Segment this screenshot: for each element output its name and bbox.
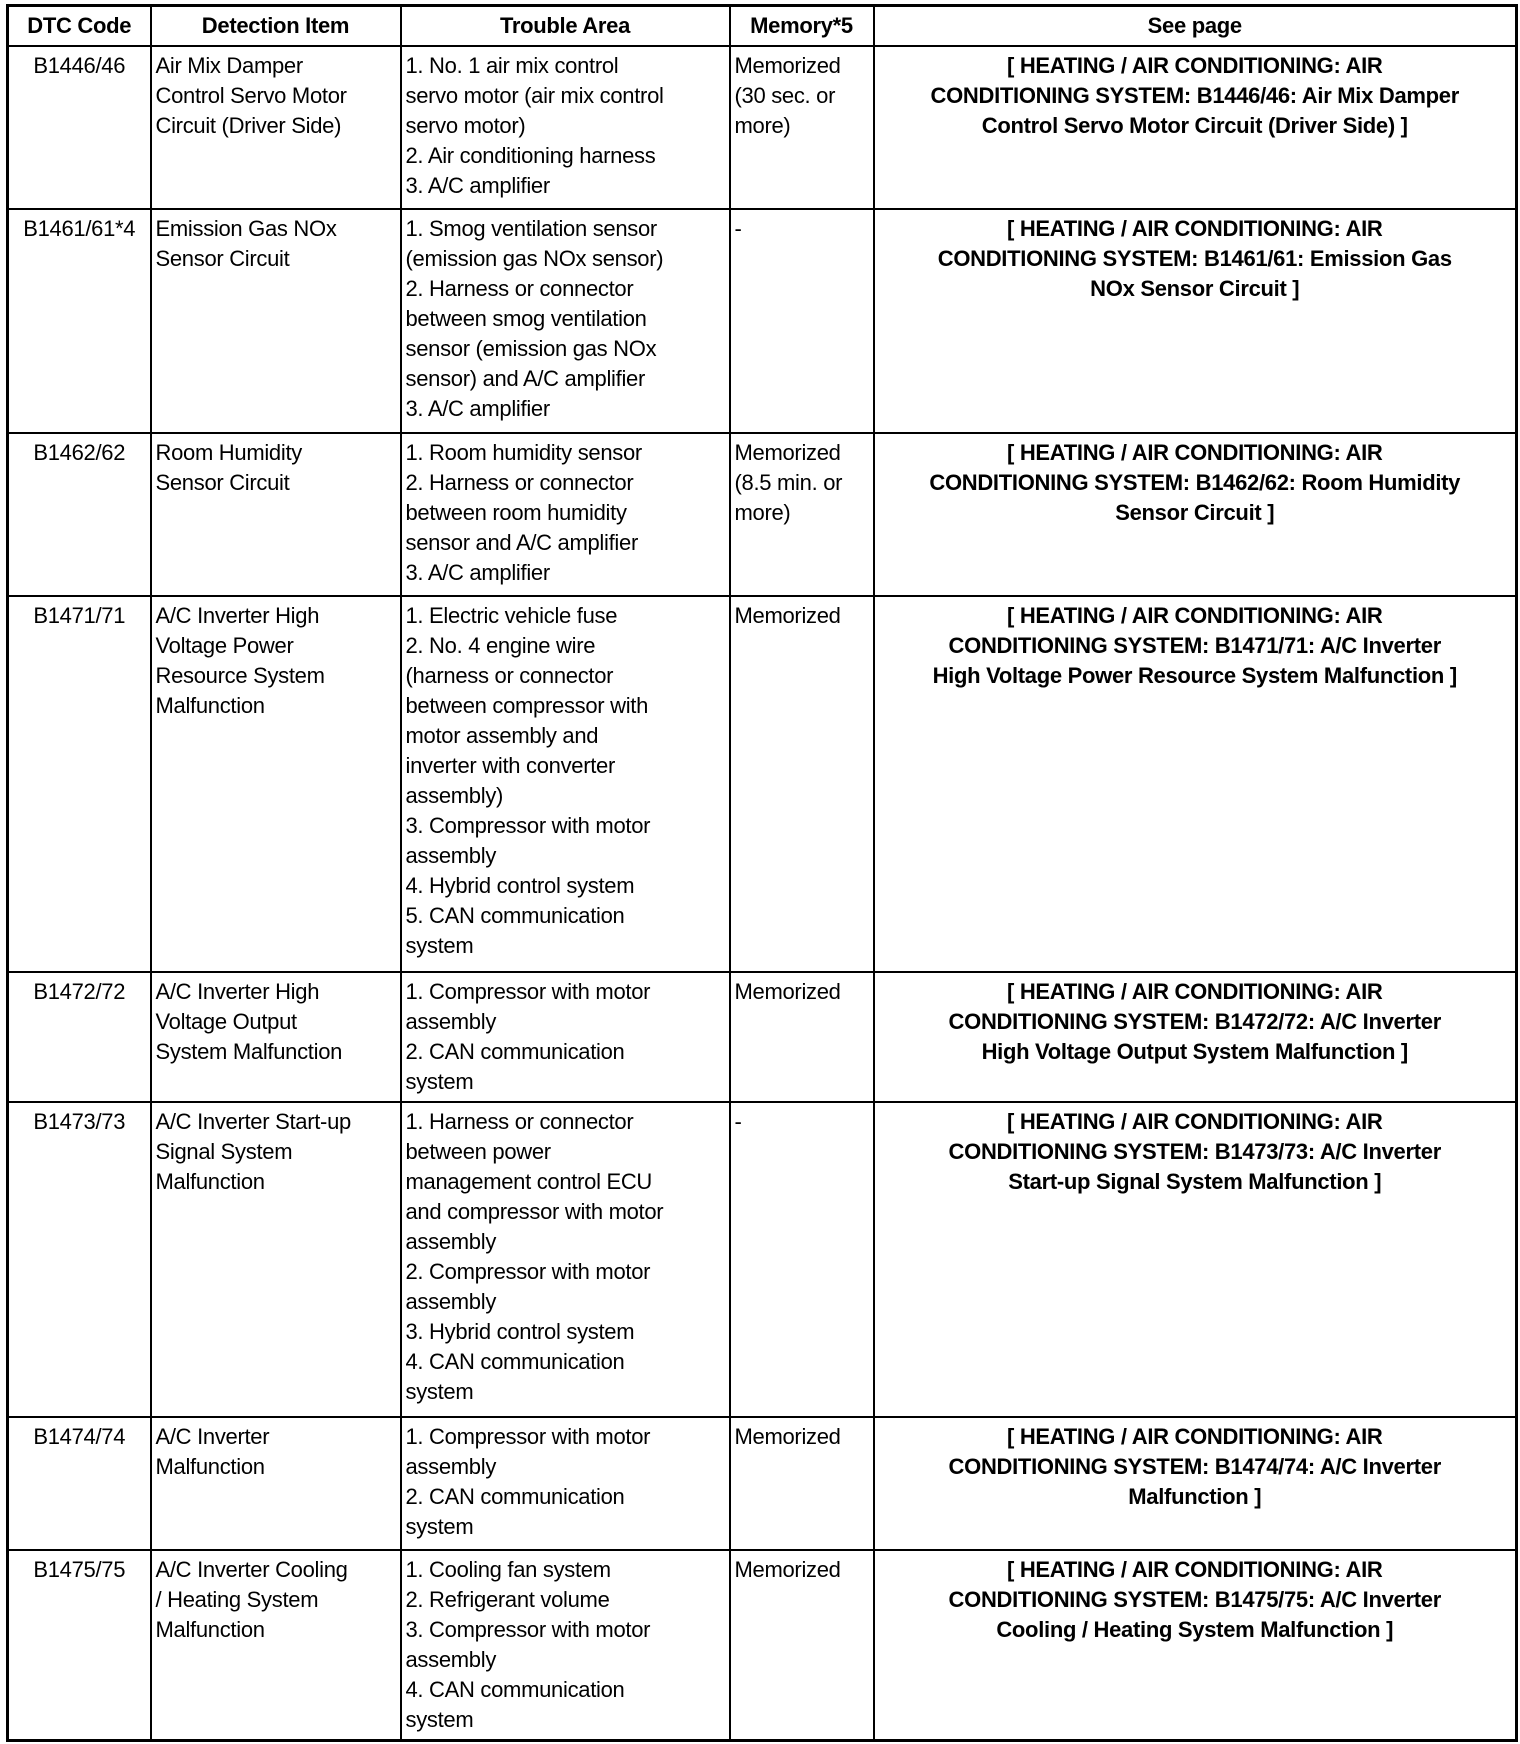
memory-cell: Memorized (8.5 min. or more) [730,433,874,596]
trouble-area-cell: 1. Cooling fan system 2. Refrigerant volume 3. Compressor with motor assembly 4. CAN communication system [401,1550,730,1740]
detection-item-cell: Room Humidity Sensor Circuit [151,433,401,596]
header-detection-item: Detection Item [151,6,401,47]
detection-item-cell: A/C Inverter Malfunction [151,1417,401,1550]
trouble-area-cell: 1. Harness or connector between power management control ECU and compressor with motor assembly 2. Compressor with motor assembly 3. Hybrid control system 4. CAN communication system [401,1102,730,1417]
table-row [8,209,1517,433]
dtc-code-cell: B1472/72 [8,972,151,1102]
table-row [8,46,1517,209]
table-row [8,433,1517,596]
trouble-area-cell: 1. Smog ventilation sensor (emission gas NOx sensor) 2. Harness or connector between smog ventilation sensor (emission gas NOx sensor) and A/C amplifier 3. A/C amplifier [401,209,730,433]
table-row [8,596,1517,972]
dtc-table [6,4,1518,1742]
dtc-code-cell: B1471/71 [8,596,151,972]
table-row [8,1550,1517,1740]
trouble-area-cell: 1. Compressor with motor assembly 2. CAN communication system [401,972,730,1102]
header-memory: Memory*5 [730,6,874,47]
trouble-area-cell: 1. Room humidity sensor 2. Harness or connector between room humidity sensor and A/C amplifier 3. A/C amplifier [401,433,730,596]
detection-item-cell: Air Mix Damper Control Servo Motor Circuit (Driver Side) [151,46,401,209]
see-page-link[interactable]: [ HEATING / AIR CONDITIONING: AIR CONDITIONING SYSTEM: B1474/74: A/C Inverter Malfunction ] [874,1417,1517,1550]
memory-cell: Memorized [730,596,874,972]
table-row [8,972,1517,1102]
detection-item-cell: A/C Inverter Cooling / Heating System Malfunction [151,1550,401,1740]
dtc-code-cell: B1475/75 [8,1550,151,1740]
dtc-code-cell: B1462/62 [8,433,151,596]
dtc-code-cell: B1461/61*4 [8,209,151,433]
memory-cell: Memorized (30 sec. or more) [730,46,874,209]
detection-item-cell: A/C Inverter High Voltage Power Resource System Malfunction [151,596,401,972]
memory-cell: - [730,1102,874,1417]
header-trouble-area: Trouble Area [401,6,730,47]
trouble-area-cell: 1. Electric vehicle fuse 2. No. 4 engine wire (harness or connector between compressor with motor assembly and inverter with converter assembly) 3. Compressor with motor assembly 4. Hybrid control system 5. CAN communication system [401,596,730,972]
see-page-link[interactable]: [ HEATING / AIR CONDITIONING: AIR CONDITIONING SYSTEM: B1446/46: Air Mix Damper Control Servo Motor Circuit (Driver Side) ] [874,46,1517,209]
dtc-code-cell: B1446/46 [8,46,151,209]
see-page-link[interactable]: [ HEATING / AIR CONDITIONING: AIR CONDITIONING SYSTEM: B1462/62: Room Humidity Sensor Circuit ] [874,433,1517,596]
header-see-page: See page [874,6,1517,47]
detection-item-cell: A/C Inverter Start-up Signal System Malfunction [151,1102,401,1417]
memory-cell: - [730,209,874,433]
see-page-link[interactable]: [ HEATING / AIR CONDITIONING: AIR CONDITIONING SYSTEM: B1475/75: A/C Inverter Cooling / Heating System Malfunction ] [874,1550,1517,1740]
memory-cell: Memorized [730,1550,874,1740]
see-page-link[interactable]: [ HEATING / AIR CONDITIONING: AIR CONDITIONING SYSTEM: B1473/73: A/C Inverter Start-up Signal System Malfunction ] [874,1102,1517,1417]
dtc-code-cell: B1474/74 [8,1417,151,1550]
memory-cell: Memorized [730,1417,874,1550]
header-dtc-code: DTC Code [8,6,151,47]
see-page-link[interactable]: [ HEATING / AIR CONDITIONING: AIR CONDITIONING SYSTEM: B1471/71: A/C Inverter High Voltage Power Resource System Malfunction ] [874,596,1517,972]
table-row [8,1102,1517,1417]
see-page-link[interactable]: [ HEATING / AIR CONDITIONING: AIR CONDITIONING SYSTEM: B1461/61: Emission Gas NOx Sensor Circuit ] [874,209,1517,433]
detection-item-cell: Emission Gas NOx Sensor Circuit [151,209,401,433]
table-row [8,1417,1517,1550]
dtc-code-cell: B1473/73 [8,1102,151,1417]
see-page-link[interactable]: [ HEATING / AIR CONDITIONING: AIR CONDITIONING SYSTEM: B1472/72: A/C Inverter High Voltage Output System Malfunction ] [874,972,1517,1102]
memory-cell: Memorized [730,972,874,1102]
detection-item-cell: A/C Inverter High Voltage Output System Malfunction [151,972,401,1102]
header-row [8,6,1517,47]
trouble-area-cell: 1. Compressor with motor assembly 2. CAN communication system [401,1417,730,1550]
trouble-area-cell: 1. No. 1 air mix control servo motor (air mix control servo motor) 2. Air conditioning harness 3. A/C amplifier [401,46,730,209]
